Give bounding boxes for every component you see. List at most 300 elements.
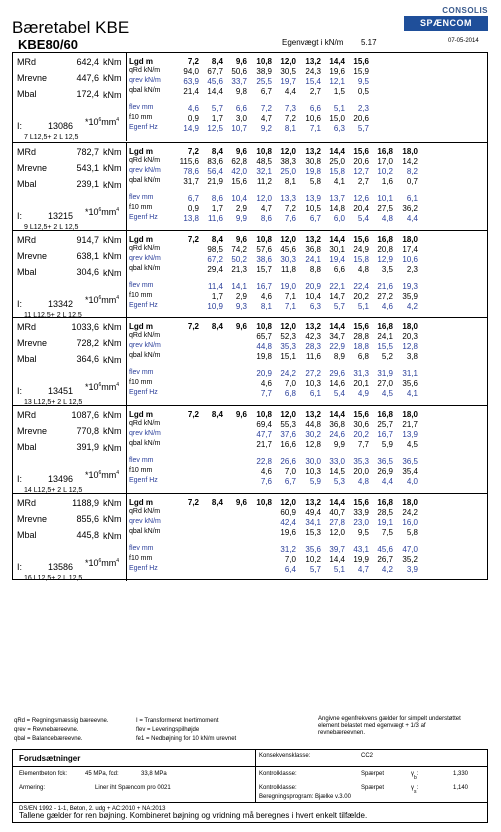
- row-label-qrev: qrev kN/m: [129, 342, 161, 349]
- cell-qbal: 4,4: [284, 87, 296, 96]
- cell-flev: 21,6: [377, 282, 393, 291]
- gamma-s-glyph: γ: [411, 785, 414, 791]
- inertia-unit-exp4: 4: [116, 207, 120, 213]
- cell-qrev: 56,4: [207, 167, 223, 176]
- cell-qrd: 14,2: [402, 157, 418, 166]
- cell-f10: 35,9: [402, 292, 418, 301]
- cell-qrev: 24,1: [305, 255, 321, 264]
- cell-flev: 31,1: [402, 369, 418, 378]
- cell-flev: 6,6: [309, 104, 321, 113]
- unit-knm: kNm: [103, 531, 122, 541]
- cell-f10: 7,1: [284, 292, 296, 301]
- cell-egenf: 12,5: [207, 124, 223, 133]
- cell-egenf: 5,4: [357, 214, 369, 223]
- cell-lgd: 18,0: [402, 235, 418, 244]
- inertia-unit-exp4: 4: [116, 470, 120, 476]
- cell-qrev: 25,5: [256, 77, 272, 86]
- mrevne-label: Mrevne: [17, 338, 48, 348]
- cell-egenf: 4,8: [357, 477, 369, 486]
- cell-lgd: 12,0: [280, 235, 296, 244]
- cell-qrd: 40,7: [329, 508, 345, 517]
- cell-f10: 35,2: [402, 555, 418, 564]
- cell-qrev: 35,3: [280, 342, 296, 351]
- norm: DS/EN 1992 - 1-1, Beton, 2. udg + AC:2010 + NA:2013: [19, 806, 166, 812]
- cell-lgd: 16,8: [377, 147, 393, 156]
- cell-lgd: 13,2: [305, 410, 321, 419]
- row-label-flev: flev mm: [129, 457, 154, 464]
- cell-qbal: 5,2: [381, 352, 393, 361]
- unit-knm: kNm: [103, 322, 122, 332]
- cell-flev: 30,0: [305, 457, 321, 466]
- inertia-unit-mm: mm: [101, 207, 117, 217]
- cell-qbal: 6,8: [357, 352, 369, 361]
- cell-qbal: 14,4: [207, 87, 223, 96]
- cell-f10: 10,6: [305, 114, 321, 123]
- cell-qrev: 30,3: [280, 255, 296, 264]
- inertia-unit-x10: *10: [85, 470, 99, 480]
- cell-qbal: 4,8: [357, 265, 369, 274]
- cell-egenf: 5,7: [357, 124, 369, 133]
- cell-lgd: 18,0: [402, 410, 418, 419]
- cell-flev: 5,7: [211, 104, 223, 113]
- cell-lgd: 13,2: [305, 57, 321, 66]
- mrd-value: 914,7: [76, 235, 99, 245]
- cell-qrev: 9,5: [357, 77, 369, 86]
- cell-lgd: 12,0: [280, 57, 296, 66]
- cell-qrd: 34,7: [329, 332, 345, 341]
- mrd-value: 1188,9: [72, 498, 99, 508]
- reinforcement-value: 13 L12,5+ 2 L 12,5: [24, 399, 83, 406]
- cell-egenf: 4,5: [381, 389, 393, 398]
- legend-note-3: revnebæreevnen.: [318, 730, 366, 736]
- cell-flev: 13,9: [305, 194, 321, 203]
- cell-qrd: 17,4: [402, 245, 418, 254]
- cell-lgd: 8,4: [211, 410, 223, 419]
- inertia-unit-exp4: 4: [116, 382, 120, 388]
- mrevne-value: 770,8: [76, 426, 99, 436]
- cell-egenf: 7,6: [284, 214, 296, 223]
- inertia-unit: [85, 470, 119, 480]
- cell-qbal: 29,4: [207, 265, 223, 274]
- row-label-qrev: qrev kN/m: [129, 430, 161, 437]
- cell-egenf: 4,2: [381, 565, 393, 574]
- cell-qbal: 8,9: [333, 352, 345, 361]
- mbal-value: 172,4: [76, 89, 99, 99]
- mrd-label: MRd: [17, 147, 37, 157]
- mrd-value: 1033,6: [71, 322, 99, 332]
- cell-qrd: 45,6: [280, 245, 296, 254]
- mbal-value: 239,1: [76, 179, 99, 189]
- cell-qrev: 12,7: [353, 167, 369, 176]
- cell-f10: 36,2: [402, 204, 418, 213]
- cell-lgd: 15,6: [353, 147, 369, 156]
- cell-f10: 1,7: [211, 204, 223, 213]
- unit-knm: kNm: [103, 57, 122, 67]
- cell-flev: 20,9: [305, 282, 321, 291]
- cell-qbal: 1,5: [333, 87, 345, 96]
- inertia-value: 13496: [48, 474, 74, 484]
- row-label-qrev: qrev kN/m: [129, 77, 161, 84]
- cell-f10: 10,4: [305, 292, 321, 301]
- cell-flev: 7,2: [260, 104, 272, 113]
- cell-flev: 27,2: [305, 369, 321, 378]
- cell-qbal: 4,5: [406, 440, 418, 449]
- cell-qrev: 19,1: [377, 518, 393, 527]
- cell-lgd: 16,8: [377, 498, 393, 507]
- row-label-f10: f10 mm: [129, 114, 153, 121]
- cell-f10: 2,9: [235, 204, 247, 213]
- row-label-f10: f10 mm: [129, 467, 153, 474]
- row-label-qbal: qbal kN/m: [129, 265, 161, 272]
- inertia-unit-x10: *10: [85, 207, 99, 217]
- cell-flev: 31,3: [353, 369, 369, 378]
- unit-knm: kNm: [103, 251, 122, 261]
- cell-flev: 5,1: [333, 104, 345, 113]
- cell-f10: 26,9: [377, 467, 393, 476]
- mbal-value: 391,9: [76, 442, 99, 452]
- logo-top-text: CONSOLIS: [442, 6, 488, 15]
- inertia-value: 13586: [48, 562, 74, 572]
- cell-flev: 11,4: [208, 282, 223, 291]
- cell-flev: 10,1: [377, 194, 393, 203]
- inertia-unit-exp6: 6: [98, 382, 102, 388]
- row-label-flev: flev mm: [129, 282, 154, 289]
- cell-f10: 27,5: [377, 204, 393, 213]
- cell-egenf: 8,6: [260, 214, 272, 223]
- cell-qrd: 25,7: [377, 420, 393, 429]
- cell-qrev: 19,4: [329, 255, 345, 264]
- cell-f10: 2,9: [235, 292, 247, 301]
- cell-flev: 2,3: [357, 104, 369, 113]
- mrevne-value: 638,1: [76, 251, 99, 261]
- reinforcement-value: 11 L12,5+ 2 L 12,5: [24, 312, 82, 319]
- unit-knm: kNm: [103, 268, 122, 278]
- gamma-b-subscript: b: [414, 775, 417, 781]
- cell-egenf: 8,1: [260, 302, 272, 311]
- cell-f10: 10,5: [305, 204, 321, 213]
- cell-qbal: 4,1: [333, 177, 345, 186]
- cell-qrev: 19,8: [305, 167, 321, 176]
- cell-qrd: 25,0: [329, 157, 345, 166]
- cell-lgd: 9,6: [235, 322, 247, 331]
- cell-lgd: 7,2: [187, 57, 199, 66]
- cell-lgd: 15,6: [353, 410, 369, 419]
- inertia-unit: [85, 207, 119, 217]
- unit-knm: kNm: [103, 90, 122, 100]
- cell-qrd: 74,2: [231, 245, 247, 254]
- cell-flev: 12,0: [256, 194, 272, 203]
- mrevne-value: 728,2: [76, 338, 99, 348]
- mrd-value: 642,4: [76, 57, 99, 67]
- cell-qbal: 15,7: [256, 265, 272, 274]
- cell-egenf: 7,1: [309, 124, 321, 133]
- cell-flev: 19,0: [280, 282, 296, 291]
- cell-lgd: 13,2: [305, 322, 321, 331]
- cell-egenf: 6,3: [333, 124, 345, 133]
- legend-qrd: qRd = Regningsmæssig bæreevne.: [14, 718, 109, 724]
- cell-egenf: 5,4: [333, 389, 345, 398]
- cell-qrev: 63,9: [183, 77, 199, 86]
- kontrol1-label: Kontrolklasse:: [259, 771, 297, 777]
- cell-qrev: 10,2: [377, 167, 393, 176]
- inertia-unit-exp6: 6: [98, 207, 102, 213]
- row-label-egenf: Egenf Hz: [129, 389, 158, 396]
- cell-qbal: 16,6: [280, 440, 296, 449]
- cell-qrd: 28,8: [353, 332, 369, 341]
- inertia-unit-exp4: 4: [116, 295, 120, 301]
- cell-qbal: 2,7: [357, 177, 369, 186]
- cell-f10: 27,0: [377, 379, 393, 388]
- egenvaegt-label: Egenvægt i kN/m: [282, 38, 344, 47]
- cell-f10: 7,0: [284, 555, 296, 564]
- cell-lgd: 15,6: [353, 57, 369, 66]
- row-label-qbal: qbal kN/m: [129, 352, 161, 359]
- row-label-qrd: qRd kN/m: [129, 508, 161, 515]
- cell-egenf: 6,0: [333, 214, 345, 223]
- cell-flev: 12,6: [353, 194, 369, 203]
- cell-qrd: 33,9: [353, 508, 369, 517]
- cell-qrd: 115,6: [179, 157, 199, 166]
- row-label-flev: flev mm: [129, 545, 154, 552]
- inertia-label: I:: [17, 386, 23, 396]
- cell-qrev: 10,6: [402, 255, 418, 264]
- reinforcement-value: 9 L12,5+ 2 L 12,5: [24, 224, 79, 231]
- cell-qbal: 12,0: [329, 528, 345, 537]
- legend-note-2: element belastet med egenvægt + 1/3 af: [318, 723, 426, 729]
- cell-qbal: 2,3: [406, 265, 418, 274]
- cell-qbal: 2,7: [309, 87, 321, 96]
- cell-qrev: 78,6: [183, 167, 199, 176]
- cell-qrd: 20,6: [353, 157, 369, 166]
- inertia-unit-mm: mm: [101, 117, 117, 127]
- inertia-unit-x10: *10: [85, 295, 99, 305]
- cell-f10: 15,0: [329, 114, 345, 123]
- mbal-label: Mbal: [17, 179, 37, 189]
- beton-fck: 45 MPa, fcd:: [85, 771, 119, 777]
- cell-qrd: 21,7: [402, 420, 418, 429]
- cell-lgd: 14,4: [329, 57, 345, 66]
- cell-lgd: 15,6: [353, 322, 369, 331]
- mrevne-value: 447,6: [76, 73, 99, 83]
- konsekvens-value: CC2: [361, 753, 374, 759]
- cell-flev: 20,9: [256, 369, 272, 378]
- row-label-egenf: Egenf Hz: [129, 477, 158, 484]
- cell-egenf: 6,1: [309, 389, 321, 398]
- cell-egenf: 4,0: [406, 477, 418, 486]
- cell-qrev: 12,1: [329, 77, 345, 86]
- cell-qrd: 69,4: [256, 420, 272, 429]
- cell-egenf: 4,4: [381, 477, 393, 486]
- assumptions-heading: Forudsætninger: [19, 754, 81, 763]
- cell-qbal: 5,8: [309, 177, 321, 186]
- cell-lgd: 8,4: [211, 57, 223, 66]
- cell-qrev: 16,0: [402, 518, 418, 527]
- cell-qbal: 11,2: [257, 177, 272, 186]
- cell-flev: 47,0: [402, 545, 418, 554]
- cell-qrd: 48,5: [256, 157, 272, 166]
- cell-f10: 27,2: [377, 292, 393, 301]
- cell-qrev: 50,2: [231, 255, 247, 264]
- cell-qrev: 16,7: [377, 430, 393, 439]
- assumptions-box: [12, 749, 488, 823]
- reinforcement-value: 7 L12,5+ 2 L 12,5: [24, 134, 79, 141]
- inertia-value: 13215: [48, 211, 74, 221]
- cell-lgd: 13,2: [305, 147, 321, 156]
- row-label-lgd: Lgd m: [129, 57, 153, 66]
- table-section: [13, 493, 487, 581]
- cell-f10: 1,7: [211, 292, 223, 301]
- row-label-flev: flev mm: [129, 194, 154, 201]
- cell-qbal: 9,5: [357, 528, 369, 537]
- cell-egenf: 7,1: [284, 302, 296, 311]
- cell-flev: 24,2: [280, 369, 296, 378]
- unit-knm: kNm: [103, 355, 122, 365]
- inertia-unit-x10: *10: [85, 382, 99, 392]
- table-section: [13, 230, 487, 318]
- cell-qbal: 3,5: [381, 265, 393, 274]
- load-table: [12, 52, 488, 580]
- cell-egenf: 10,9: [207, 302, 223, 311]
- cell-qrd: 65,7: [256, 332, 272, 341]
- cell-qrev: 27,8: [329, 518, 345, 527]
- row-label-qbal: qbal kN/m: [129, 528, 161, 535]
- cell-qbal: 7,7: [357, 440, 369, 449]
- cell-f10: 0,9: [187, 114, 199, 123]
- mrevne-value: 543,1: [76, 163, 99, 173]
- cell-qrev: 42,4: [280, 518, 296, 527]
- cell-qrev: 42,0: [231, 167, 247, 176]
- row-label-f10: f10 mm: [129, 379, 153, 386]
- cell-qbal: 6,6: [333, 265, 345, 274]
- table-section: [13, 405, 487, 493]
- mrevne-label: Mrevne: [17, 73, 48, 83]
- cell-qrev: 15,4: [305, 77, 321, 86]
- cell-qbal: 8,8: [309, 265, 321, 274]
- mrd-value: 1087,6: [71, 410, 99, 420]
- cell-qrev: 47,7: [256, 430, 272, 439]
- cell-lgd: 8,4: [211, 322, 223, 331]
- cell-qbal: 1,6: [381, 177, 393, 186]
- cell-lgd: 10,8: [256, 235, 272, 244]
- mbal-label: Mbal: [17, 89, 37, 99]
- mrevne-label: Mrevne: [17, 163, 48, 173]
- cell-lgd: 8,4: [211, 235, 223, 244]
- cell-qbal: 9,9: [333, 440, 345, 449]
- egenvaegt-value: 5.17: [361, 38, 377, 47]
- cell-egenf: 11,6: [208, 214, 223, 223]
- unit-knm: kNm: [103, 163, 122, 173]
- cell-qrd: 24,3: [305, 67, 321, 76]
- cell-qrev: 28,3: [305, 342, 321, 351]
- unit-knm: kNm: [103, 514, 122, 524]
- cell-flev: 22,1: [329, 282, 345, 291]
- legend-fe1: fe1 = Nedbøjning for 10 kN/m urevnet: [136, 736, 237, 742]
- cell-qrev: 22,9: [329, 342, 345, 351]
- cell-egenf: 7,7: [260, 389, 272, 398]
- cell-egenf: 4,9: [357, 389, 369, 398]
- unit-knm: kNm: [103, 147, 122, 157]
- mrd-label: MRd: [17, 57, 37, 67]
- row-label-qrev: qrev kN/m: [129, 167, 161, 174]
- cell-qbal: 11,8: [281, 265, 296, 274]
- inertia-unit: [85, 117, 119, 127]
- inertia-unit: [85, 295, 119, 305]
- inertia-value: 13451: [48, 386, 74, 396]
- cell-flev: 36,5: [402, 457, 418, 466]
- row-label-f10: f10 mm: [129, 555, 153, 562]
- cell-egenf: 5,1: [357, 302, 369, 311]
- cell-qrev: 15,8: [353, 255, 369, 264]
- row-label-lgd: Lgd m: [129, 322, 153, 331]
- cell-flev: 26,6: [280, 457, 296, 466]
- cell-qbal: 0,7: [406, 177, 418, 186]
- cell-flev: 10,4: [231, 194, 247, 203]
- cell-qrd: 44,8: [305, 420, 321, 429]
- cell-f10: 4,7: [260, 114, 272, 123]
- cell-qrev: 67,2: [207, 255, 223, 264]
- inertia-unit-mm: mm: [101, 295, 117, 305]
- cell-lgd: 12,0: [280, 498, 296, 507]
- cell-lgd: 16,8: [377, 410, 393, 419]
- cell-f10: 3,0: [235, 114, 247, 123]
- cell-egenf: 13,8: [183, 214, 199, 223]
- cell-qrd: 49,4: [305, 508, 321, 517]
- cell-flev: 36,5: [377, 457, 393, 466]
- unit-knm: kNm: [103, 443, 122, 453]
- cell-egenf: 4,8: [381, 214, 393, 223]
- mrevne-label: Mrevne: [17, 514, 48, 524]
- armering-value: Liner iht Spæncom pro 0021: [95, 785, 171, 791]
- cell-qrd: 38,3: [280, 157, 296, 166]
- row-label-egenf: Egenf Hz: [129, 214, 158, 221]
- cell-flev: 6,7: [187, 194, 199, 203]
- cell-flev: 6,6: [235, 104, 247, 113]
- mbal-value: 364,6: [76, 354, 99, 364]
- mbal-value: 445,8: [76, 530, 99, 540]
- inertia-unit-x10: *10: [85, 117, 99, 127]
- cell-qrd: 60,9: [280, 508, 296, 517]
- cell-f10: 20,0: [353, 467, 369, 476]
- row-label-flev: flev mm: [129, 104, 154, 111]
- gamma-b-symbol: [411, 771, 419, 781]
- cell-lgd: 12,0: [280, 410, 296, 419]
- row-label-flev: flev mm: [129, 369, 154, 376]
- cell-qbal: 19,6: [280, 528, 296, 537]
- element-type-title: KBE80/60: [18, 37, 78, 52]
- cell-qrd: 19,6: [329, 67, 345, 76]
- cell-qbal: 15,1: [280, 352, 296, 361]
- inertia-label: I:: [17, 299, 23, 309]
- cell-flev: 35,3: [353, 457, 369, 466]
- cell-qrev: 20,2: [353, 430, 369, 439]
- cell-flev: 43,1: [353, 545, 369, 554]
- cell-egenf: 4,4: [406, 214, 418, 223]
- inertia-unit-x10: *10: [85, 558, 99, 568]
- cell-f10: 7,0: [284, 379, 296, 388]
- inertia-unit-exp6: 6: [98, 558, 102, 564]
- cell-lgd: 18,0: [402, 498, 418, 507]
- row-label-qrd: qRd kN/m: [129, 420, 161, 427]
- inertia-unit: [85, 382, 119, 392]
- cell-flev: 13,3: [280, 194, 296, 203]
- cell-lgd: 9,6: [235, 498, 247, 507]
- mrd-value: 782,7: [76, 147, 99, 157]
- cell-qbal: 31,7: [183, 177, 199, 186]
- cell-egenf: 4,1: [406, 389, 418, 398]
- cell-lgd: 10,8: [256, 498, 272, 507]
- konsekvens-label: Konsekvensklasse:: [259, 753, 311, 759]
- cell-lgd: 9,6: [235, 410, 247, 419]
